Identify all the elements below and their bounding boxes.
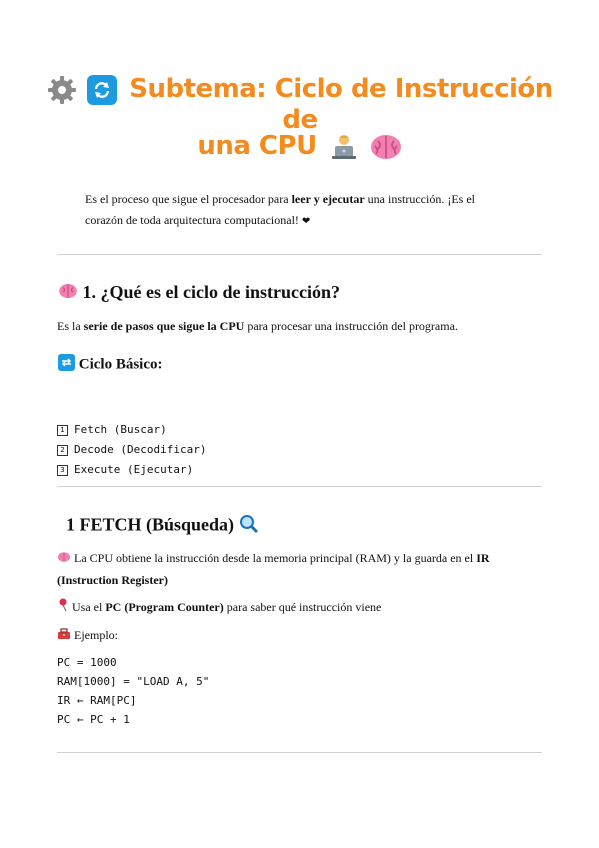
point-bold: IR (Instruction Register) [57,551,490,587]
point-text-2: para saber qué instrucción viene [223,600,382,614]
steps-list [57,400,206,520]
page-title-line-1 [40,74,560,135]
code-line: PC = 1000 [57,656,117,669]
brain-icon [57,549,71,570]
page-title-line-2 [40,131,560,162]
step-text: Execute (Ejecutar) [74,463,194,476]
code-block [57,653,209,729]
laptop-person-icon [329,132,359,162]
keycap-number: 1 [57,425,68,436]
point-text: La CPU obtiene la instrucción desde la memoria principal (RAM) y la guarda en el [74,551,477,565]
gear-icon [47,75,77,105]
desc-text-2: para procesar una instrucción del programa. [244,319,458,333]
section-1-heading-text: 1. ¿Qué es el ciclo de instrucción? [82,282,340,302]
divider [57,486,542,487]
intro-text-2: una instrucción. ¡Es el corazón de toda arquitectura computacional! [85,192,475,227]
subheading-ciclo-basico [58,354,163,376]
example-label-text: Ejemplo: [74,628,118,642]
brain-icon [58,282,78,305]
keycap-number: 3 [57,465,68,476]
heart-icon: ❤ [301,216,311,227]
section-2-heading [66,514,259,539]
intro-text: Es el proceso que sigue el procesador para [85,192,292,206]
keycap-number: 2 [57,445,68,456]
list-item [57,420,206,440]
desc-bold: serie de pasos que sigue la CPU [83,319,245,333]
section-1-heading [58,282,340,305]
intro-paragraph [85,189,505,232]
code-line: PC ← PC + 1 [57,713,130,726]
section-1-description [57,316,542,337]
toolbox-icon [57,626,71,647]
divider [57,254,542,255]
divider [57,752,542,753]
title-text-line-2: una CPU [197,131,317,161]
intro-bold: leer y ejecutar [291,192,365,206]
fetch-point-2 [57,597,542,619]
point-bold: PC (Program Counter) [105,600,224,614]
point-text: Usa el [72,600,106,614]
list-item [57,460,206,480]
step-text: Fetch (Buscar) [74,423,167,436]
code-line: IR ← RAM[PC] [57,694,137,707]
subheading-text: Ciclo Básico: [78,356,163,373]
magnifier-icon [239,514,259,539]
code-line: RAM[1000] = "LOAD A, 5" [57,675,210,688]
list-item [57,440,206,460]
pushpin-icon [57,598,69,619]
sync-icon [87,75,117,105]
example-label [57,625,542,647]
title-text-line-1: Subtema: Ciclo de Instrucción de [129,74,553,135]
fetch-point-1 [57,548,542,591]
section-2-heading-text: 1 FETCH (Búsqueda) [66,514,235,535]
step-text: Decode (Decodificar) [74,443,207,456]
brain-icon [369,132,403,162]
repeat-icon [58,354,75,376]
desc-text: Es la [57,319,84,333]
